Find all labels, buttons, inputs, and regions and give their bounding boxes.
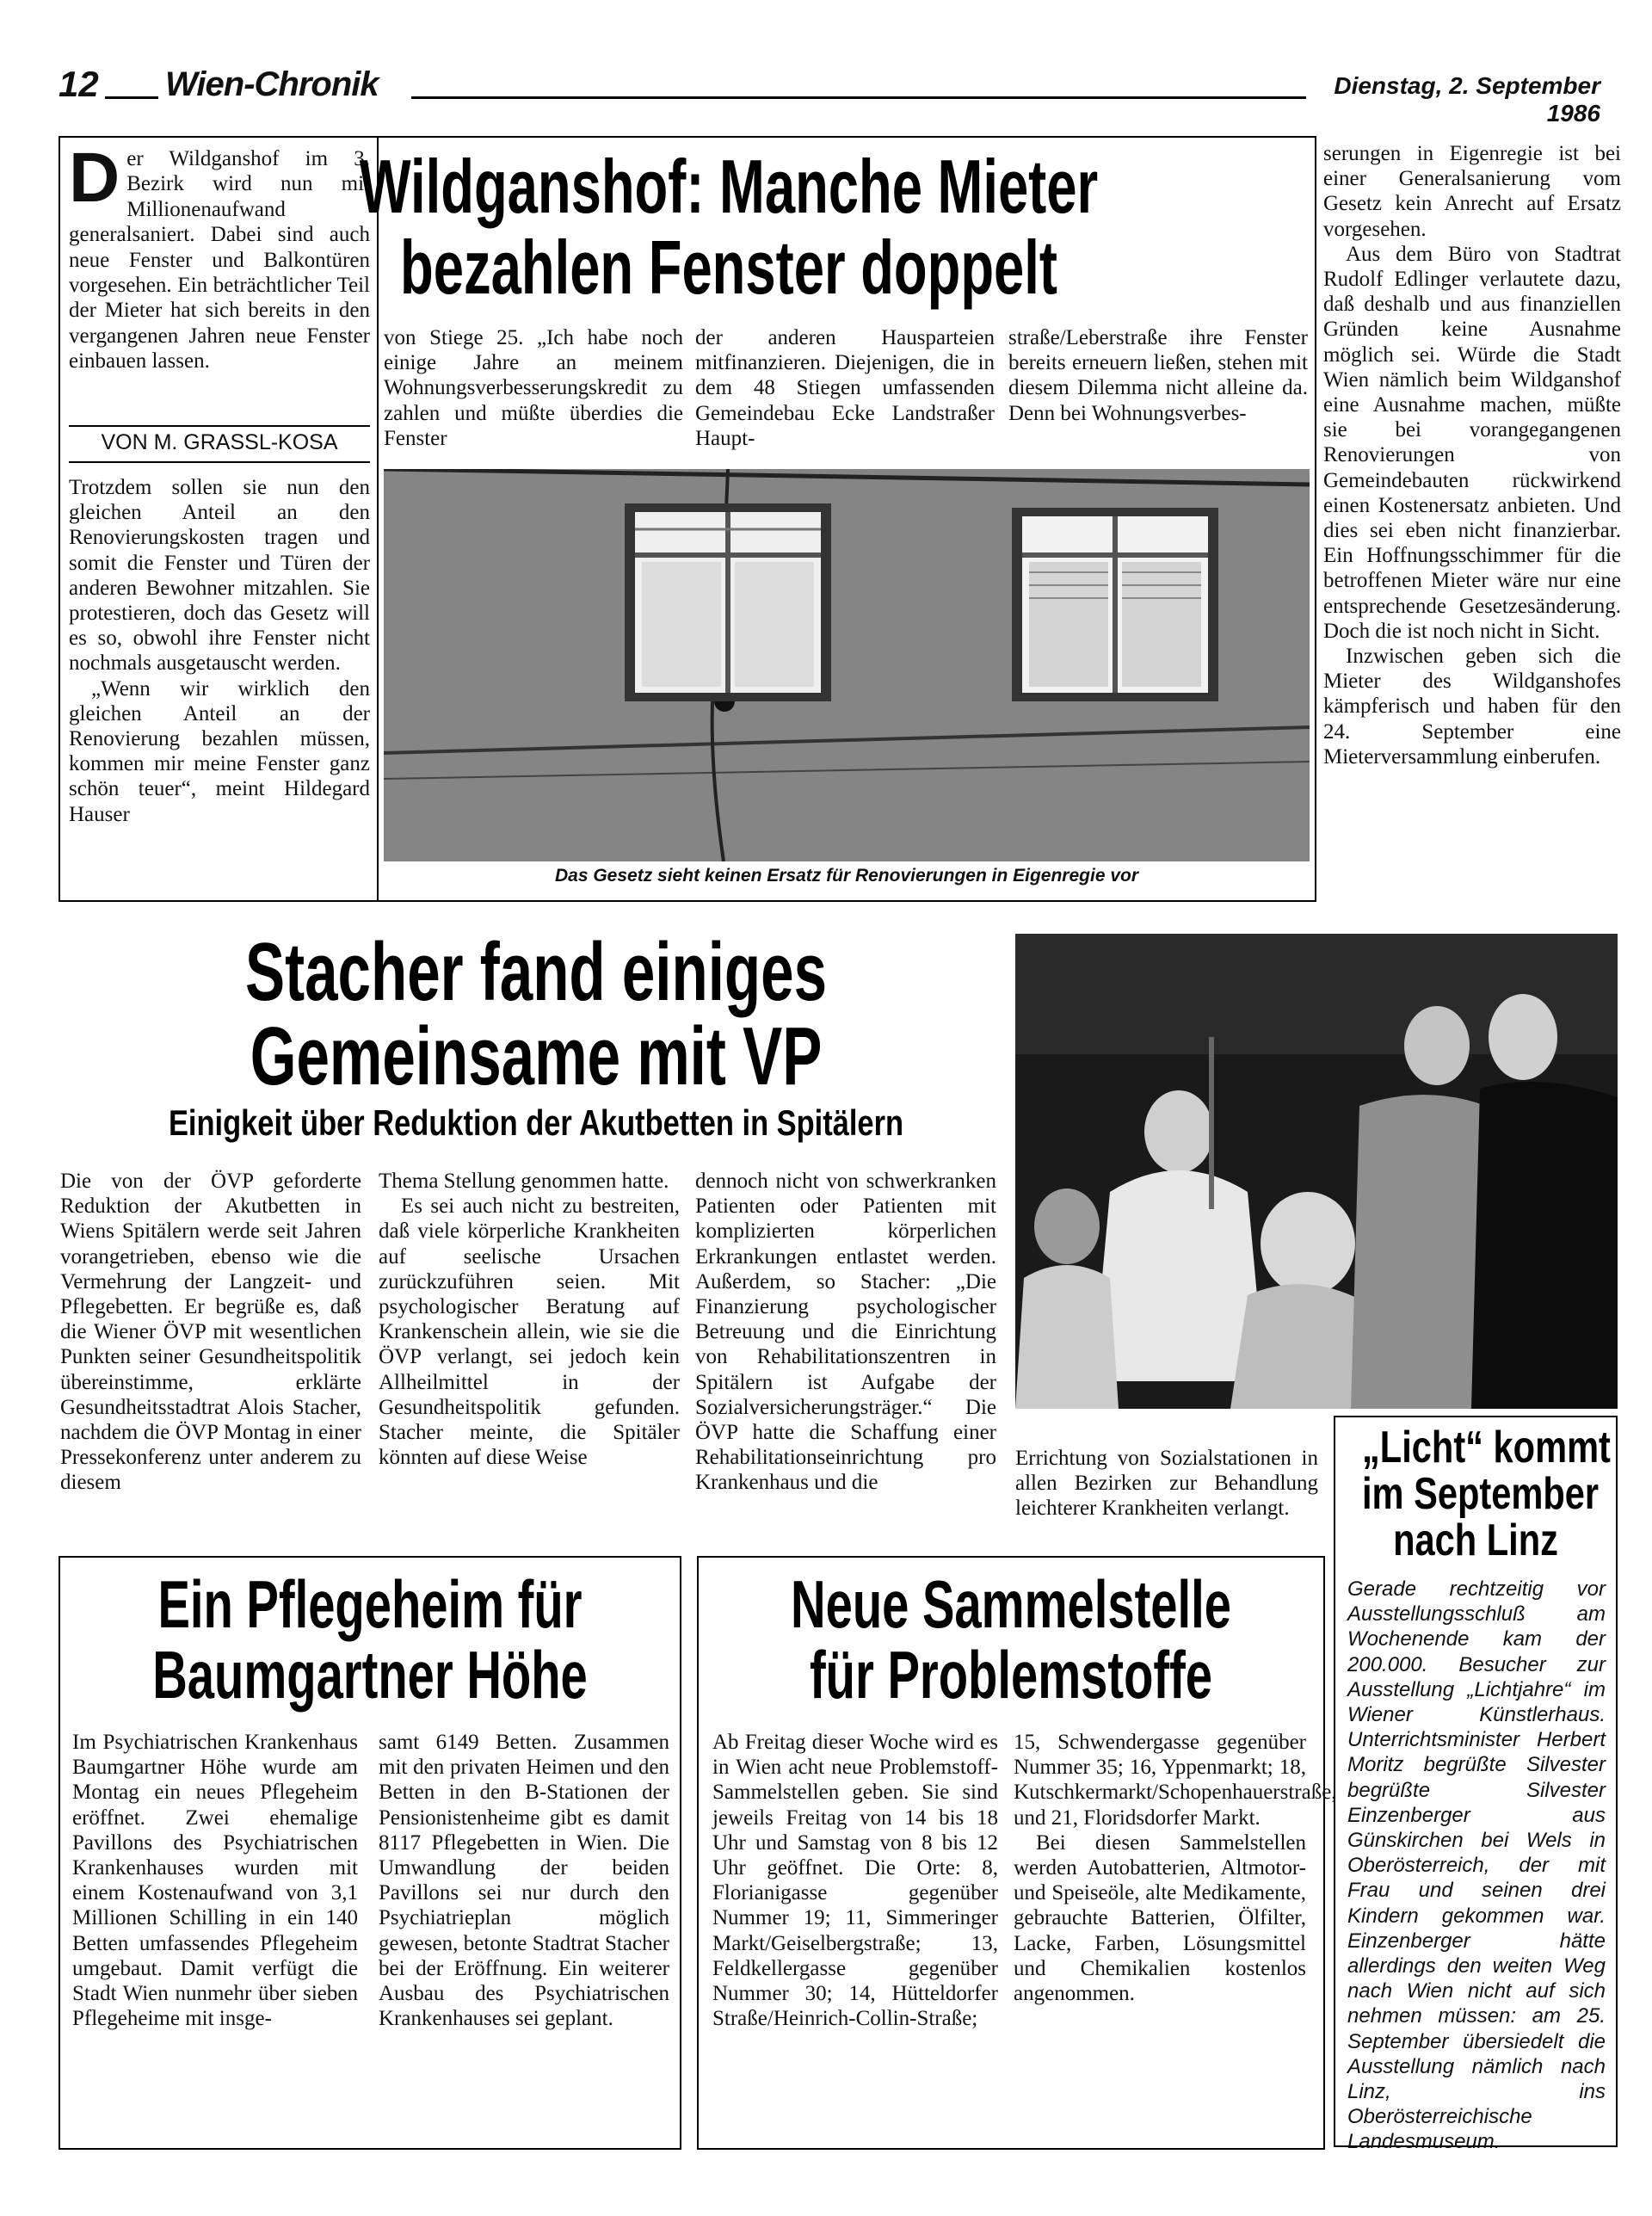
paragraph: serungen in Eigenregie ist bei einer Generalsanierung vom Gesetz kein Anrecht auf Ersatz vorgesehen. xyxy=(1323,142,1621,241)
stacher-headline-line2: Gemeinsame mit VP xyxy=(250,1010,823,1102)
dropcap: D xyxy=(69,139,120,217)
pflegeheim-headline-line2: Baumgartner Höhe xyxy=(152,1637,588,1713)
stacher-photo xyxy=(1015,934,1618,1409)
byline-rule-bottom xyxy=(69,461,370,463)
wildganshof-photo xyxy=(384,469,1310,861)
stacher-col3: dennoch nicht von schwerkranken Patienten oder Patienten mit komplizierten körperlichen Erkrankungen entlastet werden. Außerdem, so Stacher: „Die Finanzierung psychologischer Betreuung und die Einrichtung von Rehabilitationszentren in Spitälern ist Aufgabe der Sozialversicherungsträger.“ Die ÖVP hatte die Schaffung einer Rehabilitationseinrichtung pro Krankenhaus und die xyxy=(695,1170,996,1495)
paragraph: „Wenn wir wirklich den gleichen Anteil an der Renovierung bezahlen müssen, kommen mir meine Fenster ganz schön teuer“, meint Hildegard Hauser xyxy=(69,676,370,826)
wildganshof-headline: Wildganshof: Manche Mieter bezahlen Fenster doppelt xyxy=(359,144,1099,310)
wildganshof-col3: der anderen Hausparteien mitfinanzieren. Diejenigen, die in dem 48 Stiegen umfassenden Gemeindebau Ecke Landstraßer Haupt- xyxy=(695,326,995,450)
page-number: 12 xyxy=(59,64,99,104)
paragraph: Trotzdem sollen sie nun den gleichen Anteil an den Renovierungskosten tragen und somit die Fenster und Türen der anderen Bewohner mitzahlen. Sie protestieren, doch das Gesetz will es so, obwohl ihre Fenster nicht nochmals ausgetauscht werden. xyxy=(69,476,370,676)
stacher-subtitle: Einigkeit über Reduktion der Akutbetten in Spitälern xyxy=(168,1102,904,1143)
sammelstelle-headline-line1: Neue Sammelstelle xyxy=(791,1566,1231,1642)
licht-headline-line2: im September xyxy=(1362,1469,1600,1519)
wildganshof-photo-caption: Das Gesetz sieht keinen Ersatz für Renovierungen in Eigenregie vor xyxy=(554,866,1139,886)
paragraph: 15, Schwendergasse gegenüber Nummer 35; 16, Yppenmarkt; 18, Kutschkermarkt/Schopenhauerstraße, und 21, Floridsdorfer Markt. xyxy=(1014,1731,1337,1830)
window-left xyxy=(625,503,831,701)
wildganshof-col5 xyxy=(1323,141,1621,769)
wildganshof-col2: von Stiege 25. „Ich habe noch einige Jahre an meinem Wohnungsverbesserungskredit zu zahlen und müßte überdies die Fenster xyxy=(384,326,683,450)
sammelstelle-headline-line2: für Problemstoffe xyxy=(809,1637,1213,1713)
building-facade-image xyxy=(384,469,1310,861)
paragraph: Inzwischen geben sich die Mieter des Wildganshofes kämpferisch und haben für den 24. September eine Mieterversammlung einberufen. xyxy=(1323,645,1621,769)
byline: VON M. GRASSL-KOSA xyxy=(101,430,338,454)
wildganshof-col1 xyxy=(69,475,370,827)
byline-rule-top xyxy=(69,425,370,427)
group-photo-image xyxy=(1015,934,1618,1409)
stacher-col1: Die von der ÖVP geforderte Reduktion der Akutbetten in Wiens Spitälern werde seit Jahren vorangetrieben, ebenso wie die Vermehrung der Langzeit- und Pflegebetten. Er begrüße es, daß die Wiener ÖVP mit wesentlichen Punkten seiner Gesundheitspolitik übereinstimme, erklärte Gesundheitsstadtrat Alois Stacher, nachdem die ÖVP Montag in einer Pressekonferenz unter anderem zu diesem xyxy=(60,1170,361,1495)
licht-headline-line3: nach Linz xyxy=(1393,1515,1558,1565)
header-rule xyxy=(411,96,1306,99)
paragraph: Thema Stellung genommen hatte. xyxy=(379,1170,669,1193)
intro-text: er Wildganshof im 3. Bezirk wird nun mit Millionenaufwand generalsaniert. Dabei sind auch neue Fenster und Balkontüren vorgesehen. Ein beträchtlicher Teil der Mieter hat sich bereits in den vergangenen Jahren neue Fenster einbauen lassen. xyxy=(69,147,370,373)
sammelstelle-col2 xyxy=(1014,1730,1337,2006)
section-title: Wien-Chronik xyxy=(165,65,379,103)
paragraph: Aus dem Büro von Stadtrat Rudolf Edlinger verlautete dazu, daß deshalb und aus finanziellen Gründen keine Ausnahme möglich sei. Würde die Stadt Wien nämlich beim Wildganshof eine Ausnahme machen, müßte sie bei vorangegangenen Renovierungen von Gemeindebauten rückwirkend einen Kostenersatz anbieten. Und dies sei eben nicht finanzierbar. Ein Hoffnungsschimmer für die betroffenen Mieter wäre nur eine entsprechende Gesetzesänderung. Doch die ist noch nicht in Sicht. xyxy=(1323,242,1621,643)
pflegeheim-col1: Im Psychiatrischen Krankenhaus Baumgartner Höhe wurde am Montag ein neues Pflegeheim eröffnet. Zwei ehemalige Pavillons des Psychiatrischen Krankenhauses wurden mit einem Kostenaufwand von 3,1 Millionen Schilling in ein 140 Betten umfassendes Pflegeheim umgebaut. Damit verfügt die Stadt Wien nunmehr über sieben Pflegeheime mit insge- xyxy=(72,1731,358,2031)
stacher-col4: Errichtung von Sozialstationen in allen Bezirken zur Behandlung leichterer Krankheiten verlangt. xyxy=(1015,1447,1318,1521)
paragraph: Bei diesen Sammelstellen werden Autobatterien, Altmotor- und Speiseöle, alte Medikamente, gebrauchte Batterien, Ölfilter, Lacke, Farben, Lösungsmittel und Chemikalien kostenlos angenommen. xyxy=(1014,1830,1306,2006)
wildganshof-col4: straße/Leberstraße ihre Fenster bereits erneuern ließen, stehen mit diesem Dilemma nicht alleine da. Denn bei Wohnungsverbes- xyxy=(1008,326,1308,425)
stacher-headline-line1: Stacher fand einiges xyxy=(244,926,828,1018)
pflegeheim-headline-line1: Ein Pflegeheim für xyxy=(157,1566,583,1642)
header-rule-left xyxy=(105,96,158,99)
licht-headline-line1: „Licht“ kommt xyxy=(1362,1423,1611,1472)
pflegeheim-col2: samt 6149 Betten. Zusammen mit den privaten Heimen und den Betten in den B-Stationen der Pensionistenheime gibt es damit 8117 Pflegebetten in Wien. Die Umwandlung der beiden Pavillons sei nur durch den Psychiatrieplan möglich gewesen, betonte Stadtrat Stacher bei der Eröffnung. Ein weiterer Ausbau des Psychiatrischen Krankenhauses sei geplant. xyxy=(379,1731,669,2031)
stacher-col2 xyxy=(379,1169,680,1470)
sammelstelle-col1: Ab Freitag dieser Woche wird es in Wien acht neue Problemstoff-Sammelstellen geben. Sie sind jeweils Freitag von 14 bis 18 Uhr und Samstag von 8 bis 12 Uhr geöffnet. Die Orte: 8, Florianigasse gegenüber Nummer 19; 11, Simmeringer Markt/Geiselbergstraße; 13, Feldkellergasse gegenüber Nummer 30; 14, Hütteldorfer Straße/Heinrich-Collin-Straße; xyxy=(712,1731,998,2031)
licht-body: Gerade rechtzeitig vor Ausstellungsschluß am Wochenende kam der 200.000. Besucher zur Ausstellung „Lichtjahre“ im Wiener Künstlerhaus. Unterrichtsminister Herbert Moritz begrüßte Silvester begrüßte Silvester Einzenberger aus Günskirchen bei Wels in Oberösterreich, der mit Frau und seinen drei Kindern gekommen war. Einzenberger hätte allerdings den weiten Weg nach Wien nicht auf sich nehmen müssen: am 25. September übersiedelt die Ausstellung nämlich nach Linz, ins Oberösterreichische Landesmuseum. xyxy=(1347,1577,1606,2154)
issue-date: Dienstag, 2. September 1986 xyxy=(1334,72,1600,127)
window-right xyxy=(1012,508,1218,701)
paragraph: Es sei auch nicht zu bestreiten, daß viele körperliche Krankheiten auf seelische Ursachen zurückzuführen seien. Mit psychologischer Beratung auf Krankenschein allein, wie sie die ÖVP verlangt, sei jedoch kein Allheilmittel in der Gesundheitspolitik gefunden. Stacher meinte, die Spitäler könnten auf diese Weise xyxy=(379,1194,680,1470)
